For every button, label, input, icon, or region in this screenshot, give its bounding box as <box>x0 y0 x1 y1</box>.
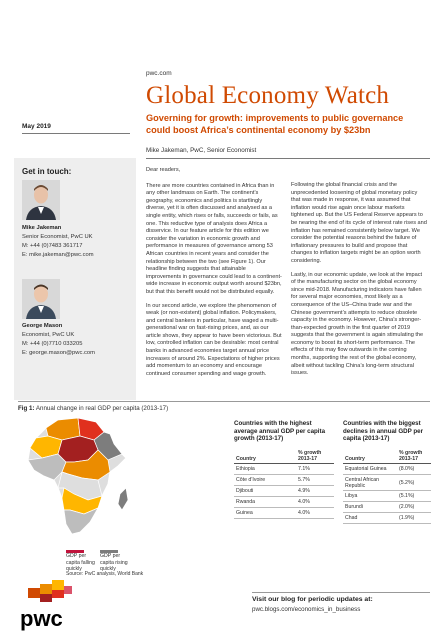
body-paragraph: Lastly, in our economic update, we look at the impact of the manufacturing sector on the global economy since mid-2018. Manufacturing indicators have fallen for several major economies, most likely as a consequence of the US–China trade war and the Chinese government’s attempts to reduce obsolete capacity in the economy. However, China’s stronger-than-expected growth in the first quarter of 2019 suggests that the government is again stimulating the economy to boost its short-term performance. The effects of this may flow outwards in the coming months, supporting the rest of the global economy, albeit without tackling China’s long-term structural issues. <box>291 271 424 377</box>
logo-wordmark: pwc <box>20 606 63 631</box>
table-row <box>343 513 431 524</box>
legend-label: GDP per capita rising quickly <box>100 553 128 572</box>
person-photo-icon <box>22 180 60 220</box>
pwc-logo <box>18 578 78 632</box>
body-right-column <box>291 182 427 384</box>
value-cell: 7.1% <box>296 464 334 475</box>
country-cell: Ethiopia <box>234 464 296 475</box>
country-cell: Rwanda <box>234 497 296 508</box>
site-domain[interactable]: pwc.com <box>146 70 172 77</box>
logo-block <box>64 586 72 594</box>
contact-phone[interactable]: M: +44 (0)7710 033205 <box>22 341 83 347</box>
table-row <box>343 502 431 513</box>
value-cell: (8.0%) <box>397 464 431 475</box>
contact-card <box>22 224 132 259</box>
figure-title: Annual change in real GDP per capita (2013-17) <box>34 405 169 412</box>
logo-block <box>40 584 52 594</box>
decline-table <box>343 449 431 524</box>
contact-email[interactable]: E: mike.jakeman@pwc.com <box>22 251 94 258</box>
contact-name: George Mason <box>22 323 63 329</box>
issue-date: May 2019 <box>22 123 51 130</box>
table-row <box>343 464 431 475</box>
contact-email[interactable]: E: george.mason@pwc.com <box>22 349 95 356</box>
table-row <box>234 497 334 508</box>
country-cell: Chad <box>343 513 397 524</box>
contact-phone[interactable]: M: +44 (0)7483 361717 <box>22 243 83 249</box>
column-header: % growth 2013-17 <box>296 449 334 464</box>
contact-name: Mike Jakeman <box>22 225 62 231</box>
column-header: % growth 2013-17 <box>397 449 431 464</box>
top-band <box>0 0 448 50</box>
avatar <box>22 180 60 220</box>
divider <box>252 592 430 593</box>
column-header: Country <box>234 449 296 464</box>
footer-blog-cta: Visit our blog for periodic updates at: <box>252 596 373 603</box>
value-cell: (5.1%) <box>397 491 431 502</box>
africa-map <box>18 414 136 544</box>
country-cell: Burundi <box>343 502 397 513</box>
author-line: Mike Jakeman, PwC, Senior Economist <box>146 147 257 154</box>
divider <box>146 158 430 159</box>
country-cell: Equatorial Guinea <box>343 464 397 475</box>
value-cell: 5.7% <box>296 475 334 486</box>
table-title: Countries with the biggest declines in annual GDP per capita (2013-17) <box>343 420 424 442</box>
logo-block <box>40 594 52 602</box>
table-row <box>234 508 334 519</box>
legend-label: GDP per capita falling quickly <box>66 553 95 572</box>
table-title: Countries with the highest average annual GDP per capita growth (2013-17) <box>234 420 326 442</box>
table-row <box>343 475 431 491</box>
value-cell: (2.0%) <box>397 502 431 513</box>
body-paragraph: In our second article, we explore the phenomenon of weak (or non-existent) global inflation. Policymakers, and central bankers in particular, have waged a multi-generational war on fast-rising prices, and, as our article shows, they appear to have been victorious. But low, controlled inflation can be desirable: most central banks in advanced economies target annual price increases of around 2%. Expectations of higher prices add momentum to an economy and encourage continued consumer spending and wage growth. <box>146 302 282 377</box>
contact-role: Senior Economist, PwC UK <box>22 233 93 240</box>
value-cell: 4.0% <box>296 508 334 519</box>
table-row <box>343 491 431 502</box>
table-row <box>234 486 334 497</box>
contact-role: Economist, PwC UK <box>22 331 75 338</box>
body-paragraph: There are more countries contained in Africa than in any other landmass on Earth. The continent’s geography, economics and politics is startlingly diverse, yet it is often discussed and analysed as a single entity, which rises or falls, succeeds or fails, as one. This reductive type of analysis does Africa a disservice. In our feature article for this edition we consider the variation in economic growth and performance in measures of governance among 53 African countries in recent years and consider the relationship between the two (see Figure 1). Our headline finding suggests that attainable improvements in governance could lead to a continent-wide increase in economic output worth around $23bn, but that this benefit would not be distributed equally. <box>146 182 282 295</box>
legend-item <box>66 550 96 573</box>
legend-item <box>100 550 132 573</box>
footer-blog-link[interactable]: pwc.blogs.com/economics_in_business <box>252 606 361 613</box>
page-title: Global Economy Watch <box>146 82 390 109</box>
value-cell: (5.2%) <box>397 475 431 491</box>
avatar <box>22 279 60 319</box>
figure-caption <box>18 405 168 412</box>
body-left-column <box>146 167 282 384</box>
value-cell: 4.9% <box>296 486 334 497</box>
logo-block <box>28 588 40 598</box>
contact-card <box>22 322 132 357</box>
country-cell: Côte d’Ivoire <box>234 475 296 486</box>
body-paragraph: Following the global financial crisis and the unprecedented loosening of global monetary policy that was made in response, it was assumed that inflation would rise again once labour markets tightened up. But the US Federal Reserve appears to be nearing the end of its cycle of interest rate rises and inflation has remained consistently below target. We consider the potential reasons behind the failure of inflationary pressures to build and propose that changes to inflation targets might be an option worth considering. <box>291 182 427 264</box>
country-cell: Guinea <box>234 508 296 519</box>
table-row <box>234 464 334 475</box>
figure-source: Source: PwC analysis, World Bank <box>66 571 144 577</box>
logo-block <box>52 580 64 590</box>
sidebar-heading: Get in touch: <box>22 167 72 176</box>
value-cell: 4.0% <box>296 497 334 508</box>
person-photo-icon <box>22 279 60 319</box>
table-row <box>234 475 334 486</box>
growth-table <box>234 449 334 519</box>
value-cell: (1.9%) <box>397 513 431 524</box>
country-cell: Central African Republic <box>343 475 397 491</box>
map-region-madagascar <box>118 488 128 510</box>
figure-number: Fig 1: <box>18 405 35 412</box>
article-subtitle: Governing for growth: improvements to public governance could boost Africa’s continental economy by $23bn <box>146 113 404 135</box>
logo-block <box>52 590 64 598</box>
greeting: Dear readers, <box>146 167 181 173</box>
divider <box>18 401 430 402</box>
divider <box>22 133 130 134</box>
country-cell: Djibouti <box>234 486 296 497</box>
column-header: Country <box>343 449 397 464</box>
country-cell: Libya <box>343 491 397 502</box>
